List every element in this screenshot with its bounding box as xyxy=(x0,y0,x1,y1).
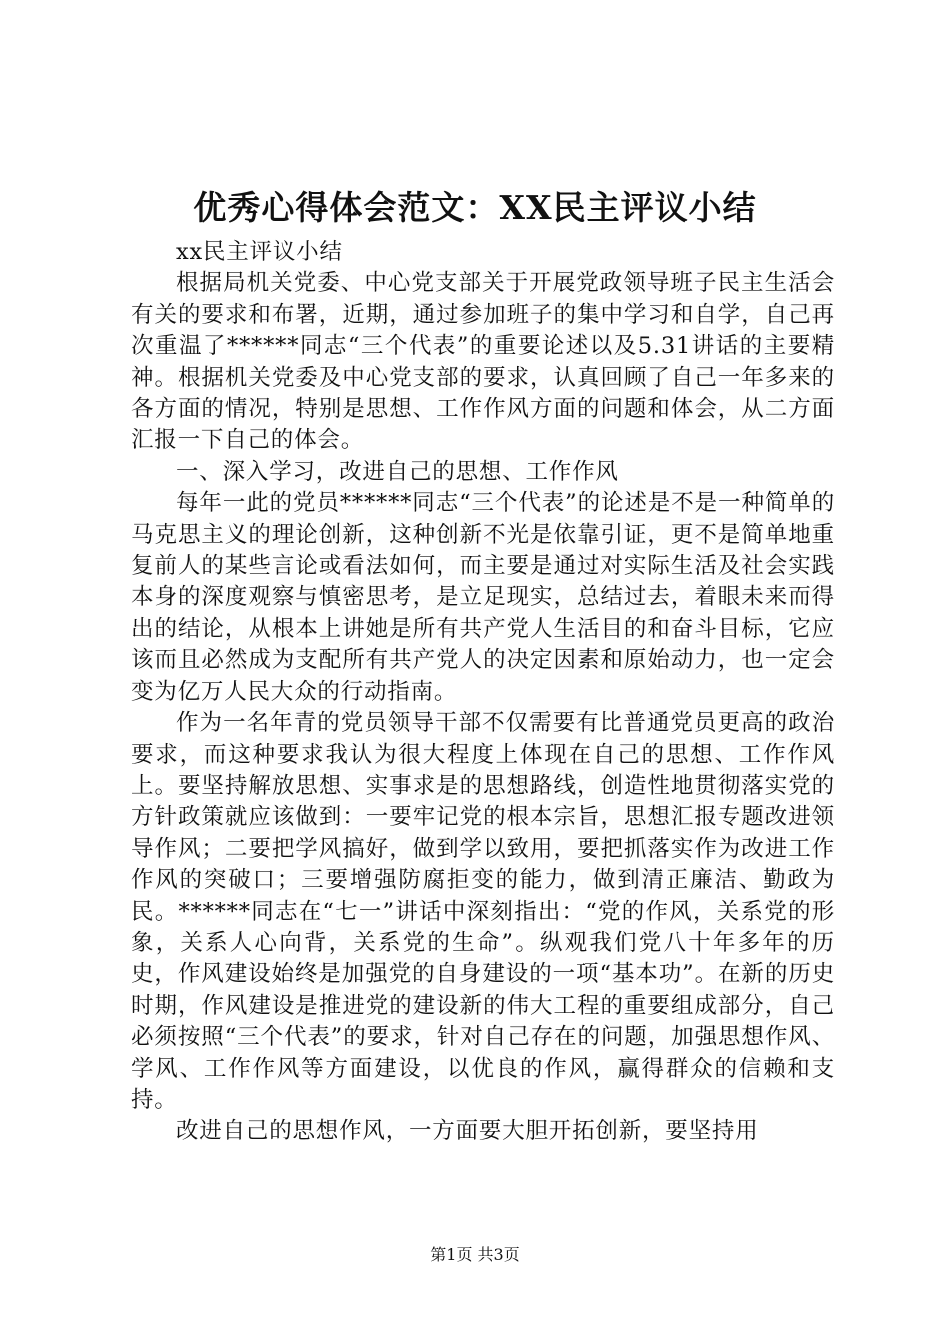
page-number-footer: 第1页 共3页 xyxy=(430,1245,520,1264)
paragraph-body: 作为一名年青的党员领导干部不仅需要有比普通党员更高的政治要求，而这种要求我认为很大程度上体现在自己的思想、工作作风上。要坚持解放思想、实事求是的思想路线，创造性地贯彻落实党的方针政策就应该做到：一要牢记党的根本宗旨，思想汇报专题改进领导作风；二要把学风搞好，做到学以致用，要把抓落实作为改进工作作风的突破口；三要增强防腐拒变的能力，做到清正廉洁、勤政为民。******同志在“七一”讲话中深刻指出：“党的作风，关系党的形象，关系人心向背，关系党的生命”。纵观我们党八十年多年的历史，作风建设始终是加强党的自身建设的一项“基本功”。在新的历史时期，作风建设是推进党的建设新的伟大工程的重要组成部分，自己必须按照“三个代表”的要求，针对自己存在的问题，加强思想作风、学风、工作作风等方面建设，以优良的作风，赢得群众的信赖和支持。 xyxy=(131,710,835,1113)
section-heading-1: 一、深入学习，改进自己的思想、工作作风 xyxy=(176,458,619,485)
document-body xyxy=(131,237,835,1148)
paragraph-body: 改进自己的思想作风，一方面要大胆开拓创新，要坚持用 xyxy=(176,1118,759,1145)
document-title: 优秀心得体会范文：XX民主评议小结 xyxy=(193,188,757,227)
paragraph-body: 每年一此的党员******同志“三个代表”的论述是不是一种简单的马克思主义的理论创新，这种创新不光是依靠引证，更不是简单地重复前人的某些言论或看法如何，而主要是通过对实际生活及社会实践本身的深度观察与慎密思考，是立足现实，总结过去，着眼未来而得出的结论，从根本上讲她是所有共产党人生活目的和奋斗目标，它应该而且必然成为支配所有共产党人的决定因素和原始动力，也一定会变为亿万人民大众的行动指南。 xyxy=(131,490,835,705)
paragraph-intro: 根据局机关党委、中心党支部关于开展党政领导班子民主生活会有关的要求和布署，近期，通过参加班子的集中学习和自学，自己再次重温了******同志“三个代表”的重要论述以及5.31讲话的主要精神。根据机关党委及中心党支部的要求，认真回顾了自己一年多来的各方面的情况，特别是思想、工作作风方面的问题和体会，从二方面汇报一下自己的体会。 xyxy=(131,270,835,454)
paragraph-subtitle: xx民主评议小结 xyxy=(176,239,343,265)
